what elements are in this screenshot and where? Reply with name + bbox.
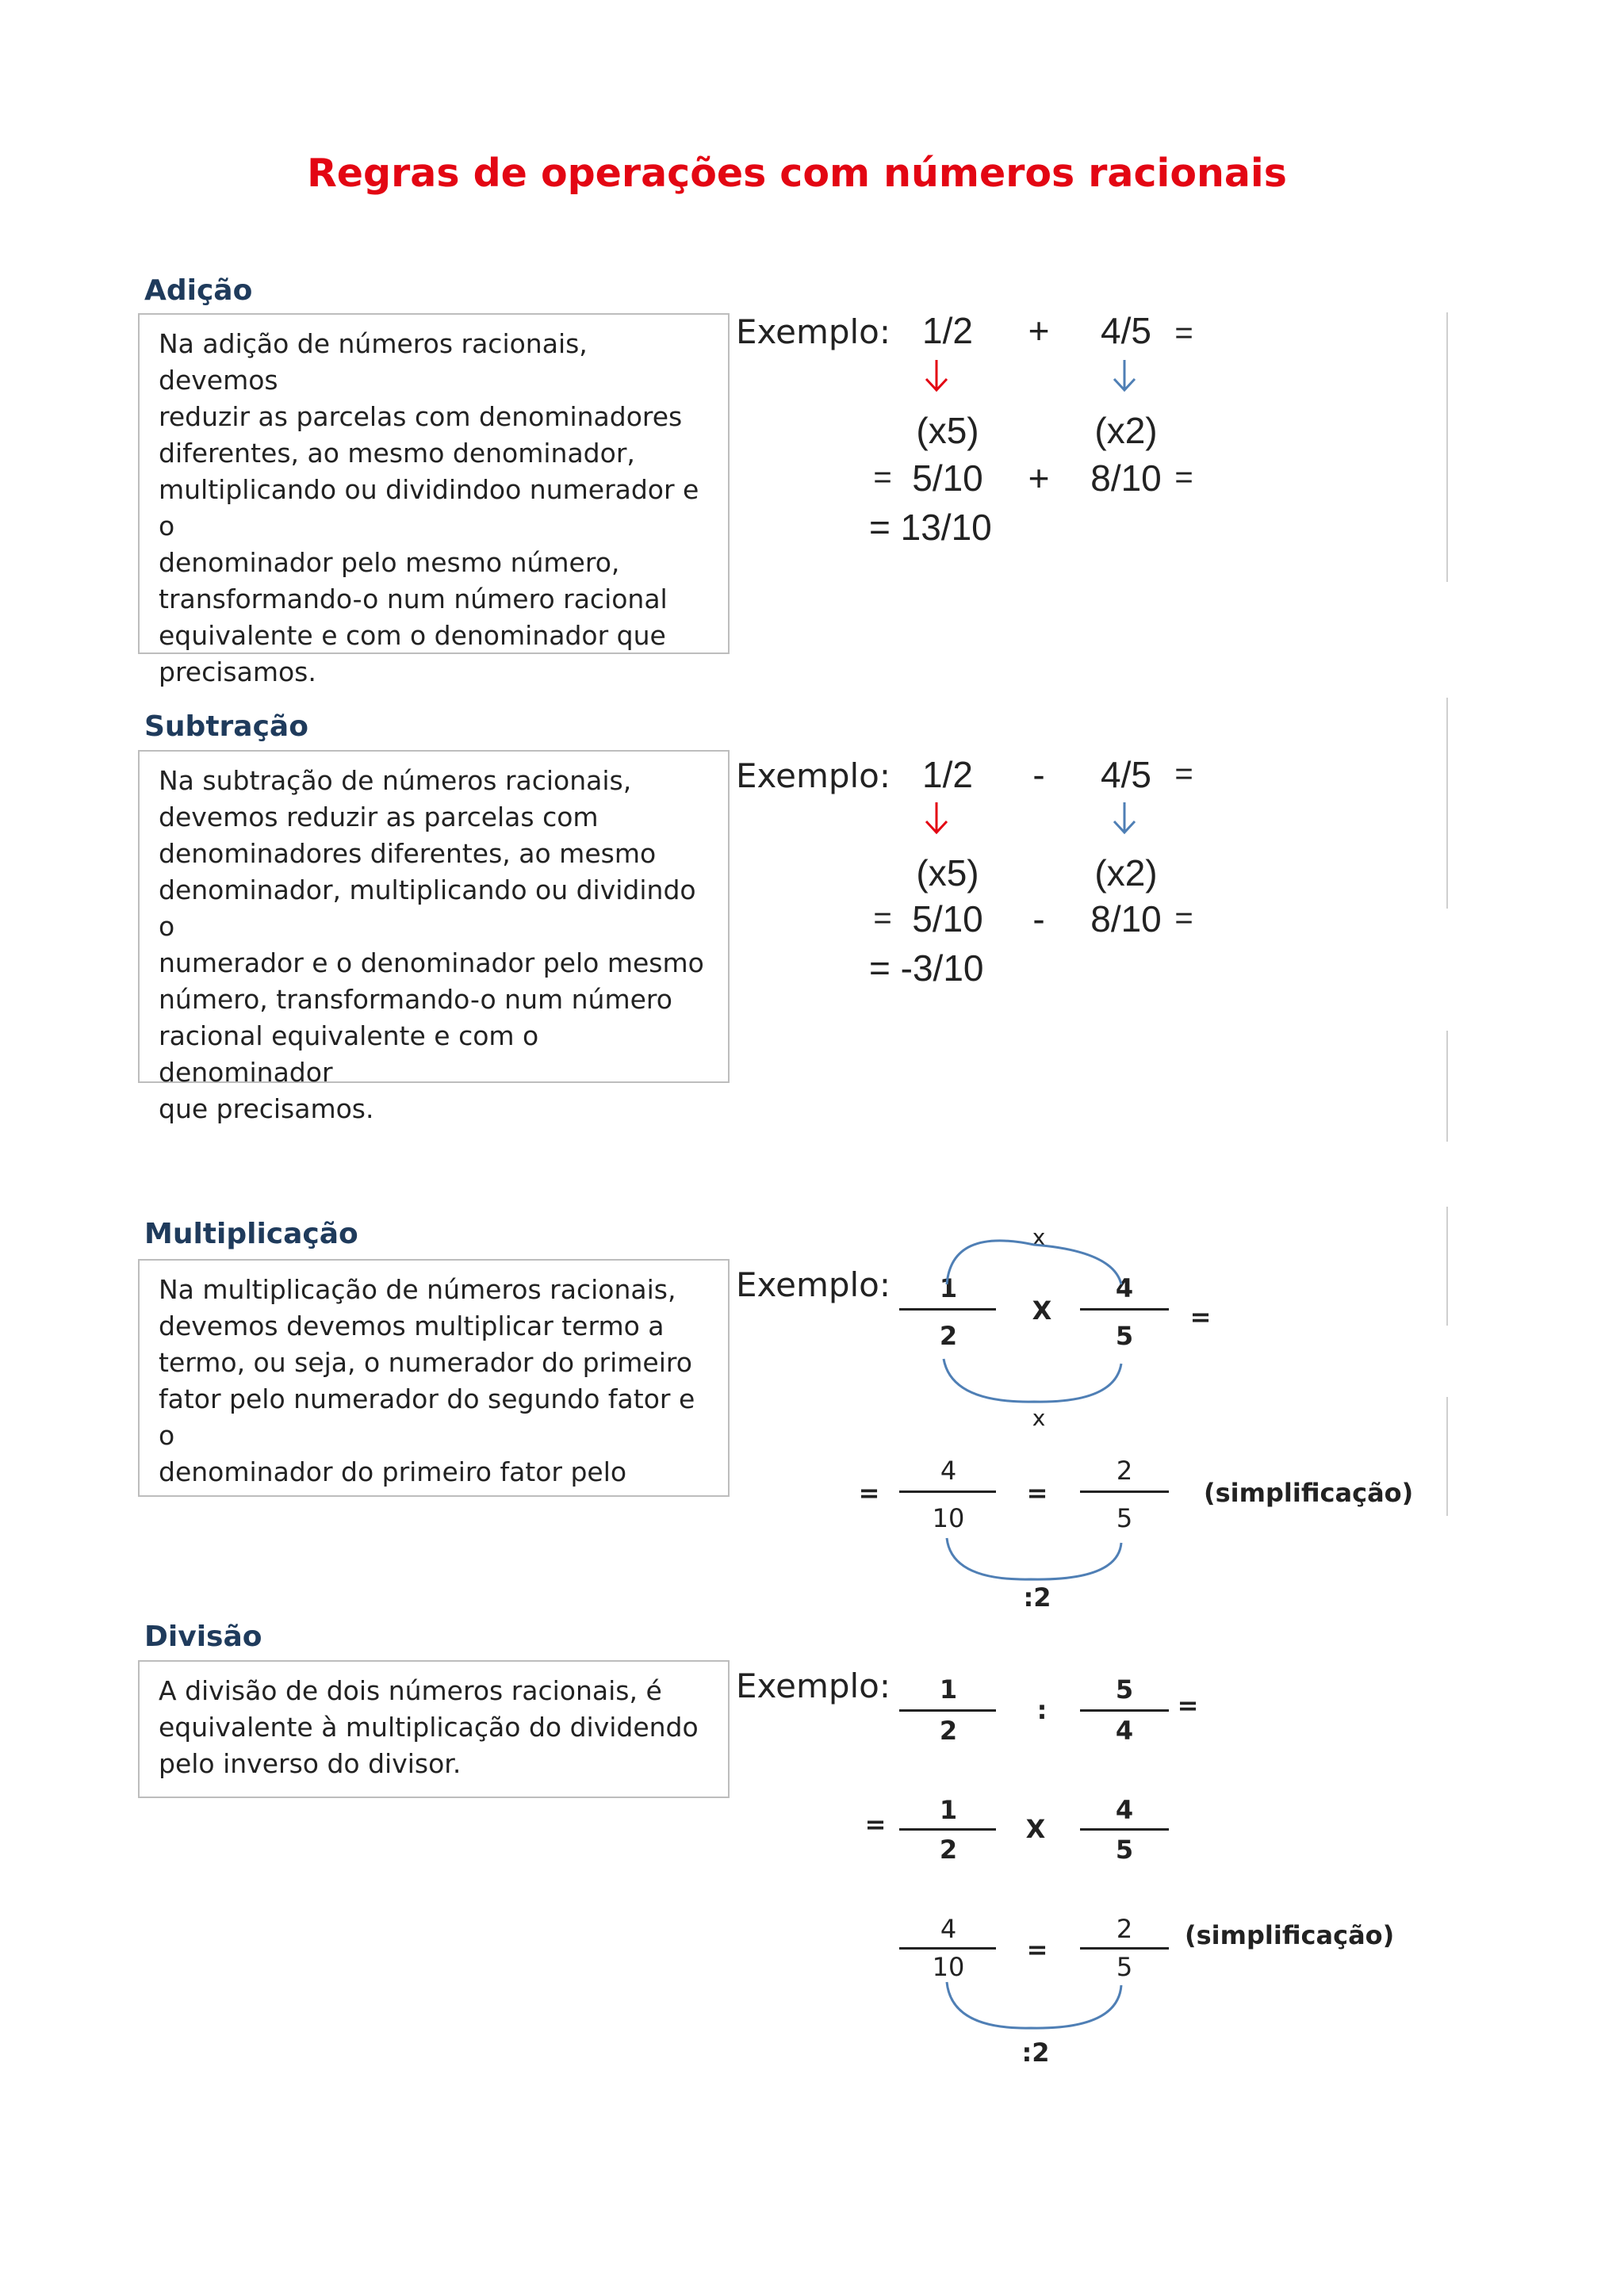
example-label: Exemplo: [736, 756, 891, 795]
operator: : [1036, 1695, 1048, 1725]
fraction-b2: 8/10 [1090, 898, 1162, 939]
rule-line: termo, ou seja, o numerador do primeiro [159, 1347, 692, 1378]
fraction-a2: 5/10 [912, 898, 983, 939]
equals: = [1026, 1478, 1048, 1508]
denominator: 10 [932, 1503, 965, 1533]
rule-line: numerador e o denominador pelo mesmo [159, 947, 704, 978]
rule-line: devemos reduzir as parcelas com [159, 802, 599, 832]
rule-line: denominador do primeiro fator pelo [159, 1456, 627, 1487]
example-label: Exemplo: [736, 312, 891, 351]
numerator: 1 [939, 1674, 958, 1705]
operator: X [1025, 1814, 1046, 1844]
denominator: 5 [1116, 1503, 1133, 1533]
arc-divide [947, 1982, 1121, 2028]
operator: + [1028, 457, 1050, 499]
rule-line: Na adição de números racionais, devemos [159, 328, 588, 396]
numerator: 2 [1116, 1914, 1133, 1944]
rule-line: Na subtração de números racionais, [159, 765, 632, 796]
denominator: 2 [939, 1716, 958, 1746]
multiplier-b: (x2) [1094, 410, 1158, 451]
denominator: 5 [1116, 1952, 1133, 1982]
example-label: Exemplo: [736, 1667, 891, 1705]
rule-line: precisamos. [159, 656, 316, 687]
rule-line: multiplicando ou dividindoo numerador e o [159, 474, 699, 541]
arc-divide [947, 1538, 1121, 1579]
equals: = [1174, 316, 1193, 350]
operator: - [1032, 754, 1045, 795]
denominator: 4 [1115, 1716, 1134, 1746]
rule-line: denominadores diferentes, ao mesmo [159, 838, 657, 869]
denominator: 10 [932, 1952, 965, 1982]
heading-adicao: Adição [144, 274, 253, 307]
cross-multiply-label: x [1032, 1224, 1046, 1250]
simplification-label: (simplificação) [1185, 1920, 1395, 1950]
denominator: 5 [1115, 1835, 1134, 1865]
numerator: 4 [940, 1456, 957, 1486]
rule-line: equivalente à multiplicação do dividendo [159, 1712, 699, 1743]
denominator: 2 [939, 1835, 958, 1865]
rule-line: A divisão de dois números racionais, é [159, 1675, 662, 1706]
margin-line [1446, 312, 1448, 582]
divide-label: :2 [1021, 2038, 1050, 2068]
margin-line [1446, 698, 1448, 909]
numerator: 1 [939, 1795, 958, 1825]
rule-line: devemos devemos multiplicar termo a [159, 1311, 665, 1341]
equals: = [873, 460, 892, 495]
numerator: 4 [1115, 1273, 1134, 1303]
fraction-a2: 5/10 [912, 457, 983, 499]
fraction-b2: 8/10 [1090, 457, 1162, 499]
equals: = [1189, 1302, 1212, 1332]
numerator: 4 [940, 1914, 957, 1944]
rule-line: transformando-o num número racional [159, 584, 668, 614]
rule-line: Na multiplicação de números racionais, [159, 1274, 676, 1305]
denominator: 2 [939, 1321, 958, 1351]
fraction-b: 4/5 [1101, 754, 1151, 795]
margin-line [1446, 1031, 1448, 1142]
equals: = [1174, 460, 1193, 495]
denominator: 5 [1115, 1321, 1134, 1351]
numerator: 2 [1116, 1456, 1133, 1486]
rule-line: número, transformando-o num número [159, 984, 672, 1015]
heading-divisao: Divisão [144, 1621, 262, 1653]
numerator: 1 [939, 1273, 958, 1303]
fraction-a: 1/2 [922, 754, 973, 795]
numerator: 4 [1115, 1795, 1134, 1825]
multiplier-a: (x5) [916, 852, 979, 894]
equals: = [858, 1478, 880, 1508]
equals: = [1026, 1934, 1048, 1965]
heading-subtracao: Subtração [144, 710, 308, 743]
equals: = [1174, 756, 1193, 791]
rule-line: reduzir as parcelas com denominadores [159, 401, 683, 432]
operator: + [1028, 310, 1050, 351]
rule-line: denominador, multiplicando ou dividindo o [159, 874, 696, 942]
multiplier-b: (x2) [1094, 852, 1158, 894]
heading-multiplicacao: Multiplicação [144, 1218, 358, 1250]
arc-top [947, 1241, 1121, 1284]
rule-line: pelo inverso do divisor. [159, 1748, 462, 1779]
result: = 13/10 [869, 507, 992, 548]
equals: = [1174, 901, 1193, 936]
rule-line: racional equivalente e com o denominador [159, 1020, 539, 1088]
operator: - [1032, 898, 1045, 939]
divide-label: :2 [1023, 1582, 1051, 1613]
numerator: 5 [1115, 1674, 1134, 1705]
rule-line: diferentes, ao mesmo denominador, [159, 438, 635, 469]
equals: = [864, 1809, 887, 1839]
rule-line: que precisamos. [159, 1093, 374, 1124]
equals: = [1177, 1690, 1199, 1720]
equals: = [873, 901, 892, 936]
operator: X [1032, 1295, 1052, 1326]
cross-multiply-label: x [1032, 1405, 1046, 1431]
rule-line: fator pelo numerador do segundo fator e o [159, 1383, 695, 1451]
arc-bottom [944, 1359, 1121, 1402]
simplification-label: (simplificação) [1204, 1478, 1414, 1508]
fraction-a: 1/2 [922, 310, 973, 351]
rule-line: denominador pelo mesmo número, [159, 547, 620, 578]
fraction-b: 4/5 [1101, 310, 1151, 351]
page-title: Regras de operações com números racionais [307, 151, 1287, 196]
margin-line [1446, 1207, 1448, 1326]
example-label: Exemplo: [736, 1265, 891, 1304]
rule-line: equivalente e com o denominador que [159, 620, 666, 651]
multiplier-a: (x5) [916, 410, 979, 451]
margin-line [1446, 1397, 1448, 1516]
result: = -3/10 [869, 947, 984, 989]
